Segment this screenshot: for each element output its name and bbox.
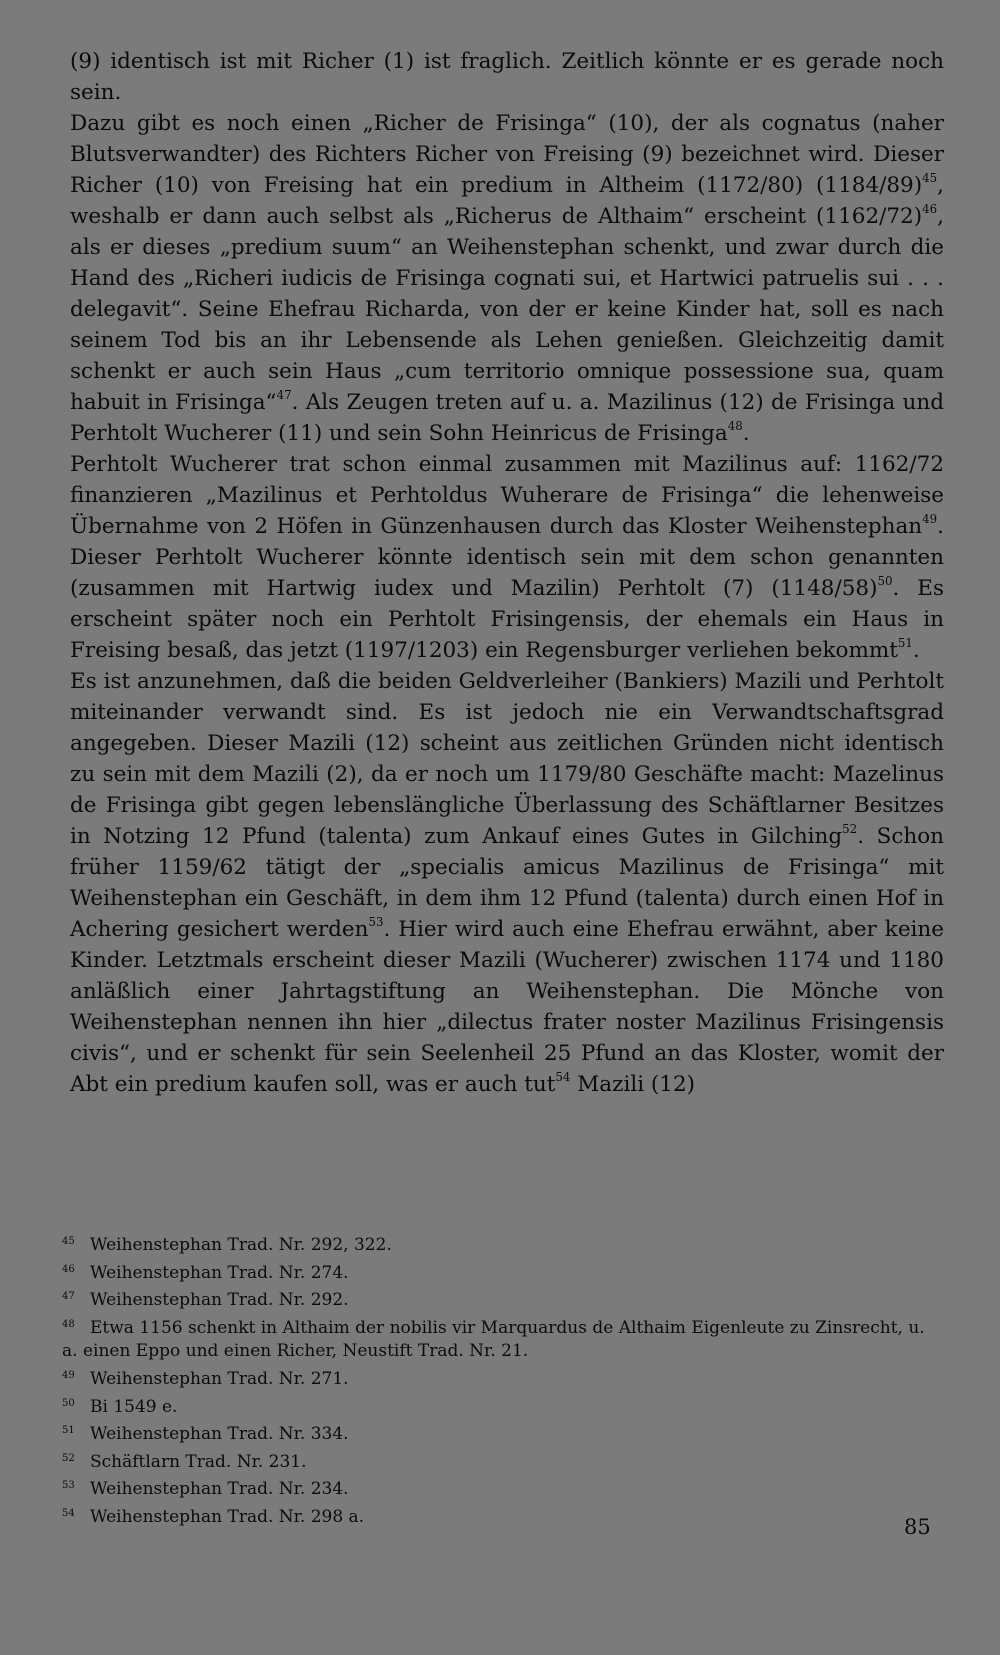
footnote-text: Schäftlarn Trad. Nr. 231. — [90, 1451, 307, 1472]
footnote-text: Weihenstephan Trad. Nr. 292. — [90, 1290, 349, 1311]
footnote — [62, 1474, 942, 1502]
footnote-marker: 45 — [922, 170, 938, 185]
footnote-number: 49 — [62, 1369, 75, 1381]
footnote-text: Weihenstephan Trad. Nr. 271. — [90, 1368, 349, 1389]
footnote — [62, 1392, 942, 1420]
footnote — [62, 1230, 942, 1258]
text-run: . Als Zeugen treten auf u. a. Mazilinus (12) de Frisinga und Perhtolt Wucherer (11) und sein Sohn Heinricus de Frisinga — [70, 390, 944, 446]
footnote-text: Weihenstephan Trad. Nr. 234. — [90, 1479, 349, 1500]
text-run: . — [912, 638, 920, 663]
text-run: . — [742, 421, 750, 446]
text-run: . Es erscheint später noch ein Perhtolt Frisingensis, der ehemals ein Haus in Freising besaß, das jetzt (1197/1203) ein Regensburger verliehen bekommt — [70, 576, 944, 663]
footnote-marker: 50 — [877, 573, 893, 588]
footnote-marker: 46 — [922, 201, 938, 216]
paragraph — [70, 449, 944, 666]
text-run: , weshalb er dann auch selbst als „Richerus de Althaim“ erscheint (1162/72) — [70, 173, 944, 229]
footnote — [62, 1419, 942, 1447]
footnote-number: 48 — [62, 1318, 75, 1330]
footnote-number: 54 — [62, 1507, 75, 1519]
footnote-text: Bi 1549 e. — [90, 1396, 178, 1417]
footnote-marker: 51 — [897, 635, 913, 650]
footnote-number: 53 — [62, 1480, 75, 1492]
paragraph — [70, 666, 944, 1100]
text-run: Mazili (12) — [570, 1072, 696, 1097]
paragraph — [70, 46, 944, 108]
footnote — [62, 1364, 942, 1392]
footnote-marker: 47 — [276, 387, 292, 402]
footnote — [62, 1285, 942, 1313]
text-run: (9) identisch ist mit Richer (1) ist fraglich. Zeitlich könnte er es gerade noch sein. — [70, 49, 944, 105]
footnote-text: Weihenstephan Trad. Nr. 298 a. — [90, 1506, 365, 1527]
footnote-number: 52 — [62, 1452, 75, 1464]
text-run: . Schon früher 1159/62 tätigt der „specialis amicus Mazilinus de Frisinga“ mit Weihenstephan ein Geschäft, in dem ihm 12 Pfund (talenta) durch einen Hof in Achering gesichert werden — [70, 824, 945, 942]
footnote-marker: 49 — [922, 511, 938, 526]
footnote-marker: 53 — [368, 914, 384, 929]
footnote — [62, 1447, 942, 1475]
text-run: . Dieser Perhtolt Wucherer könnte identisch sein mit dem schon genannten (zusammen mit Hartwig iudex und Mazilin) Perhtolt (7) (1148/58) — [70, 514, 944, 601]
footnote-marker: 54 — [555, 1069, 571, 1084]
body-text — [70, 46, 944, 1100]
footnote-marker: 52 — [842, 821, 858, 836]
footnote-number: 51 — [62, 1425, 75, 1437]
footnote-text: Etwa 1156 schenkt in Althaim der nobilis vir Marquardus de Althaim Eigenleute zu Zinsrecht, u. a. einen Eppo und einen Richer, Neustift Trad. Nr. 21. — [62, 1317, 925, 1362]
footnote — [62, 1502, 942, 1530]
footnote-number: 46 — [62, 1263, 75, 1275]
footnote-text: Weihenstephan Trad. Nr. 292, 322. — [90, 1235, 392, 1255]
text-run: Es ist anzunehmen, daß die beiden Geldverleiher (Bankiers) Mazili und Perhtolt miteinander verwandt sind. Es ist jedoch nie ein Verwandtschaftsgrad angegeben. Dieser Mazili (12) scheint aus zeitlichen Gründen nicht identisch zu sein mit dem Mazili (2), da er noch um 1179/80 Geschäfte macht: Mazelinus de Frisinga gibt gegen lebenslängliche Überlassung des Schäftlarner Besitzes in Notzing 12 Pfund (talenta) zum Ankauf eines Gutes in Gilching — [70, 669, 944, 849]
text-run: . Hier wird auch eine Ehefrau erwähnt, aber keine Kinder. Letztmals erscheint dieser Mazili (Wucherer) zwischen 1174 und 1180 anläßlich einer Jahrtagstiftung an Weihenstephan. Die Mönche von Weihenstephan nennen ihn hier „dilectus frater noster Mazilinus Frisingensis civis“, und er schenkt für sein Seelenheil 25 Pfund an das Kloster, womit der Abt ein predium kaufen soll, was er auch tut — [70, 917, 945, 1097]
text-run: Perhtolt Wucherer trat schon einmal zusammen mit Mazilinus auf: 1162/72 finanzieren „Mazilinus et Perhtoldus Wuherare de Frisinga“ die lehenweise Übernahme von 2 Höfen in Günzenhausen durch das Kloster Weihenstephan — [70, 452, 944, 539]
footnote-marker: 48 — [727, 418, 743, 433]
footnotes — [62, 1230, 942, 1530]
text-run: Dazu gibt es noch einen „Richer de Frisinga“ (10), der als cognatus (naher Blutsverwandter) des Richters Richer von Freising (9) bezeichnet wird. Dieser Richer (10) von Freising hat ein predium in Altheim (1172/80) (1184/89) — [70, 111, 944, 198]
footnote-number: 50 — [62, 1397, 75, 1409]
footnote-text: Weihenstephan Trad. Nr. 274. — [90, 1262, 349, 1283]
page-number: 85 — [904, 1515, 931, 1539]
footnote-text: Weihenstephan Trad. Nr. 334. — [90, 1424, 349, 1445]
footnote — [62, 1313, 942, 1364]
text-run: , als er dieses „predium suum“ an Weihenstephan schenkt, und zwar durch die Hand des „Richeri iudicis de Frisinga cognati sui, et Hartwici patruelis sui . . . delegavit“. Seine Ehefrau Richarda, von der er keine Kinder hat, soll es nach seinem Tod bis an ihr Lebensende als Lehen genießen. Gleichzeitig damit schenkt er auch sein Haus „cum territorio omnique possessione sua, quam habuit in Frisinga“ — [70, 204, 944, 415]
paragraph — [70, 108, 944, 449]
footnote — [62, 1258, 942, 1286]
footnote-number: 45 — [62, 1236, 75, 1247]
footnote-number: 47 — [62, 1291, 75, 1303]
